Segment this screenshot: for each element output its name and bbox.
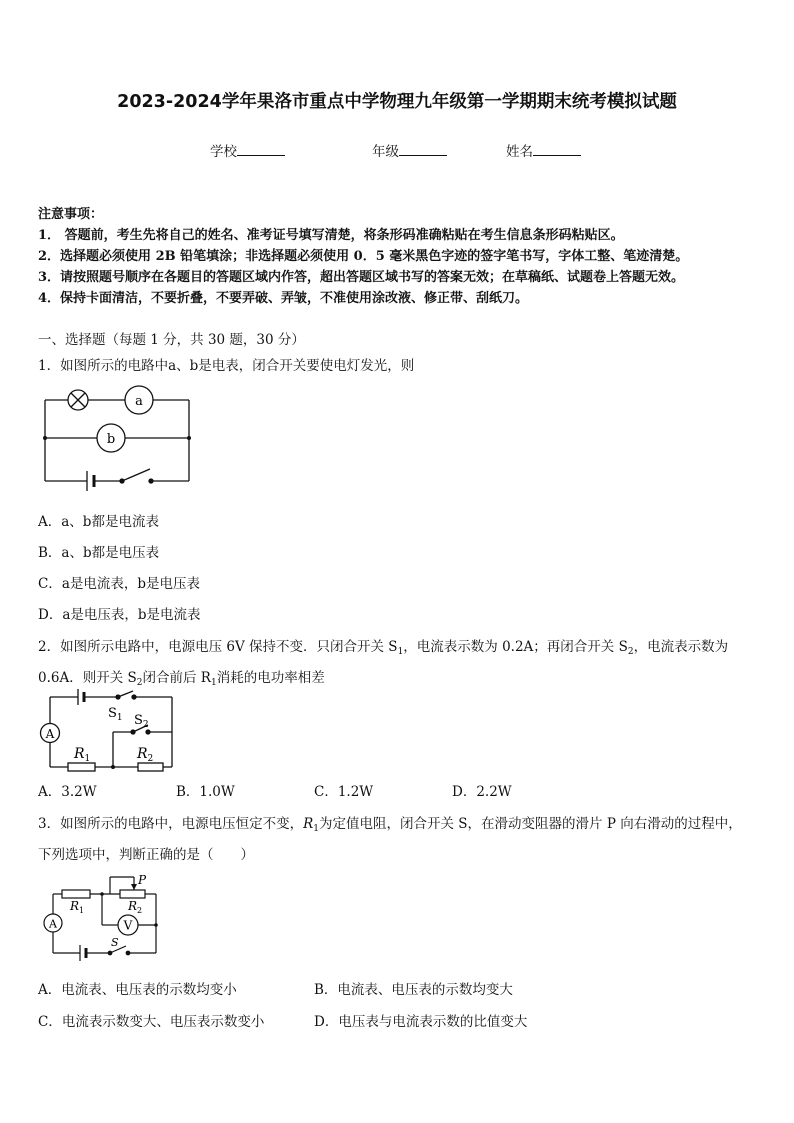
section-heading: 一、选择题（每题 1 分，共 30 题，30 分） <box>38 332 305 348</box>
battery-icon <box>78 689 84 705</box>
note-item: 3．请按照题号顺序在各题目的答题区域内作答，超出答题区域书写的答案无效；在草稿纸、试题卷上答题无效。 <box>38 270 685 285</box>
battery-icon <box>80 945 86 961</box>
question-2-circuit <box>38 690 178 775</box>
note-item: 1． 答题前，考生先将自己的姓名、准考证号填写清楚，将条形码准确粘贴在考生信息条形码粘贴区。 <box>38 228 624 243</box>
grade-blank[interactable] <box>399 142 447 156</box>
q3-option-d[interactable]: D．电压表与电流表示数的比值变大 <box>314 1014 528 1030</box>
notes-title: 注意事项： <box>38 207 104 222</box>
slider-p-label: P <box>138 873 147 887</box>
q1-option-c[interactable]: C．a是电流表，b是电压表 <box>38 576 201 592</box>
question-2-stem-line2: 0.6A．则开关 $S_2$闭合前后 $R_1$消耗的电功率相差 <box>38 670 325 688</box>
junction-dot <box>154 923 158 927</box>
switch-s1-label: $S_1$ <box>108 706 123 723</box>
exam-title: 2023-2024学年果洛市重点中学物理九年级第一学期期末统考模拟试题 <box>117 92 677 112</box>
junction-dot <box>111 765 115 769</box>
ammeter-label: A <box>49 917 57 931</box>
resistor-r2-label: $R_2$ <box>137 746 154 764</box>
junction-dot <box>100 892 104 896</box>
grade-field: 年级 <box>372 140 447 160</box>
q1-option-b[interactable]: B．a、b都是电压表 <box>38 545 160 561</box>
q2-option-c[interactable]: C．1.2W <box>314 784 374 800</box>
question-3-circuit <box>40 872 165 962</box>
switch-icon <box>120 469 153 483</box>
q1-option-d[interactable]: D．a是电压表，b是电流表 <box>38 607 201 623</box>
switch-s1-icon <box>116 691 136 699</box>
battery-icon <box>87 471 94 491</box>
meter-a-label: a <box>135 394 143 409</box>
question-1-stem: 1．如图所示的电路中a、b是电表，闭合开关要使电灯发光，则 <box>38 358 415 374</box>
slider-arrow-icon <box>131 884 137 890</box>
resistor-r1-icon <box>68 763 95 771</box>
name-field: 姓名 <box>506 140 581 160</box>
lamp-icon <box>68 390 88 410</box>
rheostat-r2-label: $R_2$ <box>128 899 143 915</box>
q3-option-c[interactable]: C．电流表示数变大、电压表示数变小 <box>38 1014 265 1030</box>
ammeter-label: A <box>45 727 55 741</box>
resistor-r1-label: $R_1$ <box>74 746 91 764</box>
q1-option-a[interactable]: A．a、b都是电流表 <box>38 514 159 530</box>
resistor-r1-icon <box>62 890 90 898</box>
junction-dot <box>187 436 191 440</box>
question-2-stem-line1: 2．如图所示电路中，电源电压 6V 保持不变．只闭合开关 $S_1$，电流表示数为 0.2A；再闭合开关 $S_2$，电流表示数为 <box>38 639 729 657</box>
meter-b-label: b <box>106 432 116 447</box>
rheostat-r2-icon <box>120 890 145 898</box>
note-item: 4．保持卡面清洁，不要折叠，不要弄破、弄皱，不准使用涂改液、修正带、刮纸刀。 <box>38 291 529 306</box>
resistor-r1-label: $R_1$ <box>70 899 85 915</box>
question-3-stem-line1: 3．如图所示的电路中，电源电压恒定不变，$R_1$为定值电阻，闭合开关 S，在滑动变阻器的滑片 P 向右滑动的过程中， <box>38 816 742 834</box>
school-blank[interactable] <box>237 142 285 156</box>
switch-s-label: S <box>111 936 119 949</box>
question-3-stem-line2: 下列选项中，判断正确的是（ ） <box>38 847 254 863</box>
switch-s2-label: $S_2$ <box>134 713 149 730</box>
q3-option-b[interactable]: B．电流表、电压表的示数均变大 <box>314 982 513 998</box>
q2-option-b[interactable]: B．1.0W <box>176 784 235 800</box>
q2-option-a[interactable]: A．3.2W <box>38 784 97 800</box>
question-1-circuit <box>38 380 198 492</box>
voltmeter-label: V <box>123 918 133 933</box>
q3-option-a[interactable]: A．电流表、电压表的示数均变小 <box>38 982 237 998</box>
note-item: 2．选择题必须使用 2B 铅笔填涂；非选择题必须使用 0．5 毫米黑色字迹的签字笔书写，字体工整、笔迹清楚。 <box>38 249 689 264</box>
school-field: 学校 <box>210 140 285 160</box>
resistor-r2-icon <box>138 763 163 771</box>
name-blank[interactable] <box>533 142 581 156</box>
junction-dot <box>43 436 47 440</box>
q2-option-d[interactable]: D．2.2W <box>452 784 512 800</box>
